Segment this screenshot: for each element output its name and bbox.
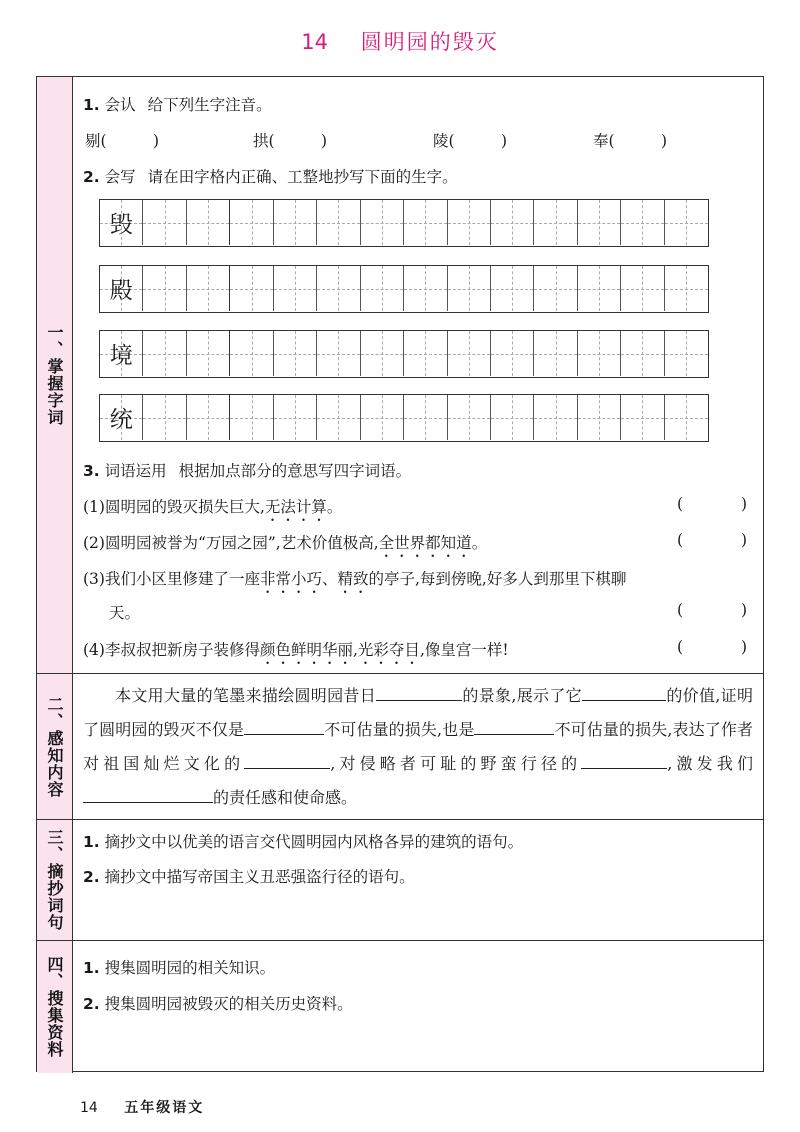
section-label: 四、搜集资料	[37, 941, 73, 1073]
fill-blank[interactable]	[474, 717, 554, 735]
section-excerpts	[37, 820, 763, 941]
q3-sentence-3-cont: 天。	[109, 604, 141, 622]
worksheet-frame	[36, 76, 764, 1072]
writing-grid-row[interactable]	[99, 199, 709, 247]
section-label: 二、感知内容	[37, 674, 73, 819]
fill-in-paragraph: 本文用大量的笔墨来描绘圆明园昔日 的景象,展示了它 的价值,证明了圆明园的毁灭不仅是 不可估量的损失,也是 不可估量的损失,表达了作者对祖国灿烂文化的 ,对侵略者可耻的野蛮行径的 ,激发我们的责任感和使命感。	[83, 679, 753, 815]
book-title: 五年级语文	[124, 1100, 205, 1116]
answer-parentheses[interactable]: ( )	[677, 495, 747, 513]
q1-heading: 1. 会认 给下列生字注音。	[83, 96, 272, 114]
q3-sentence-1: (1)圆明园的毁灭损失巨大,无法计算。	[83, 498, 343, 516]
section-label: 三、摘抄词句	[37, 820, 73, 940]
lesson-number: 14	[301, 30, 329, 54]
writing-grid-row[interactable]	[99, 265, 709, 313]
writing-grid-row[interactable]	[99, 330, 709, 378]
research-task: 2. 搜集圆明园被毁灭的相关历史资料。	[83, 995, 353, 1013]
q3-sentence-2: (2)圆明园被誉为“万园之园”,艺术价值极高,全世界都知道。	[83, 534, 488, 552]
q3-sentence-3: (3)我们小区里修建了一座非常小巧、精致的亭子,每到傍晚,好多人到那里下棋聊	[83, 570, 627, 588]
q3-heading: 3. 词语运用 根据加点部分的意思写四字词语。	[83, 462, 412, 480]
lesson-title: 圆明园的毁灭	[360, 30, 499, 54]
pinyin-item[interactable]: 拱( )	[253, 132, 328, 150]
excerpt-task: 2. 摘抄文中描写帝国主义丑恶强盗行径的语句。	[83, 868, 415, 886]
writing-grid-row[interactable]	[99, 394, 709, 442]
fill-blank[interactable]	[244, 751, 330, 769]
fill-blank[interactable]	[83, 785, 213, 803]
section-comprehension	[37, 674, 763, 820]
q3-sentence-4: (4)李叔叔把新房子装修得颜色鲜明华丽,光彩夺目,像皇宫一样!	[83, 641, 509, 659]
page-footer	[80, 1097, 204, 1117]
section-research	[37, 941, 763, 1073]
pinyin-item[interactable]: 陵( )	[433, 132, 508, 150]
answer-parentheses[interactable]: ( )	[677, 638, 747, 656]
model-character: 毁	[109, 212, 133, 238]
research-task: 1. 搜集圆明园的相关知识。	[83, 959, 276, 977]
page-title	[0, 26, 800, 56]
answer-parentheses[interactable]: ( )	[677, 531, 747, 549]
model-character: 殿	[109, 278, 133, 304]
answer-parentheses[interactable]: ( )	[677, 601, 747, 619]
pinyin-item[interactable]: 奉( )	[593, 132, 668, 150]
model-character: 境	[109, 343, 133, 369]
fill-blank[interactable]	[581, 751, 667, 769]
model-character: 统	[109, 407, 133, 433]
pinyin-item[interactable]: 剔( )	[85, 132, 160, 150]
q2-heading: 2. 会写 请在田字格内正确、工整地抄写下面的生字。	[83, 168, 458, 186]
page-number: 14	[80, 1100, 98, 1116]
fill-blank[interactable]	[582, 683, 666, 701]
section-label: 一、掌握字词	[37, 77, 73, 673]
fill-blank[interactable]	[244, 717, 324, 735]
section-master-words	[37, 77, 763, 674]
excerpt-task: 1. 摘抄文中以优美的语言交代圆明园内风格各异的建筑的语句。	[83, 833, 524, 851]
fill-blank[interactable]	[376, 683, 462, 701]
